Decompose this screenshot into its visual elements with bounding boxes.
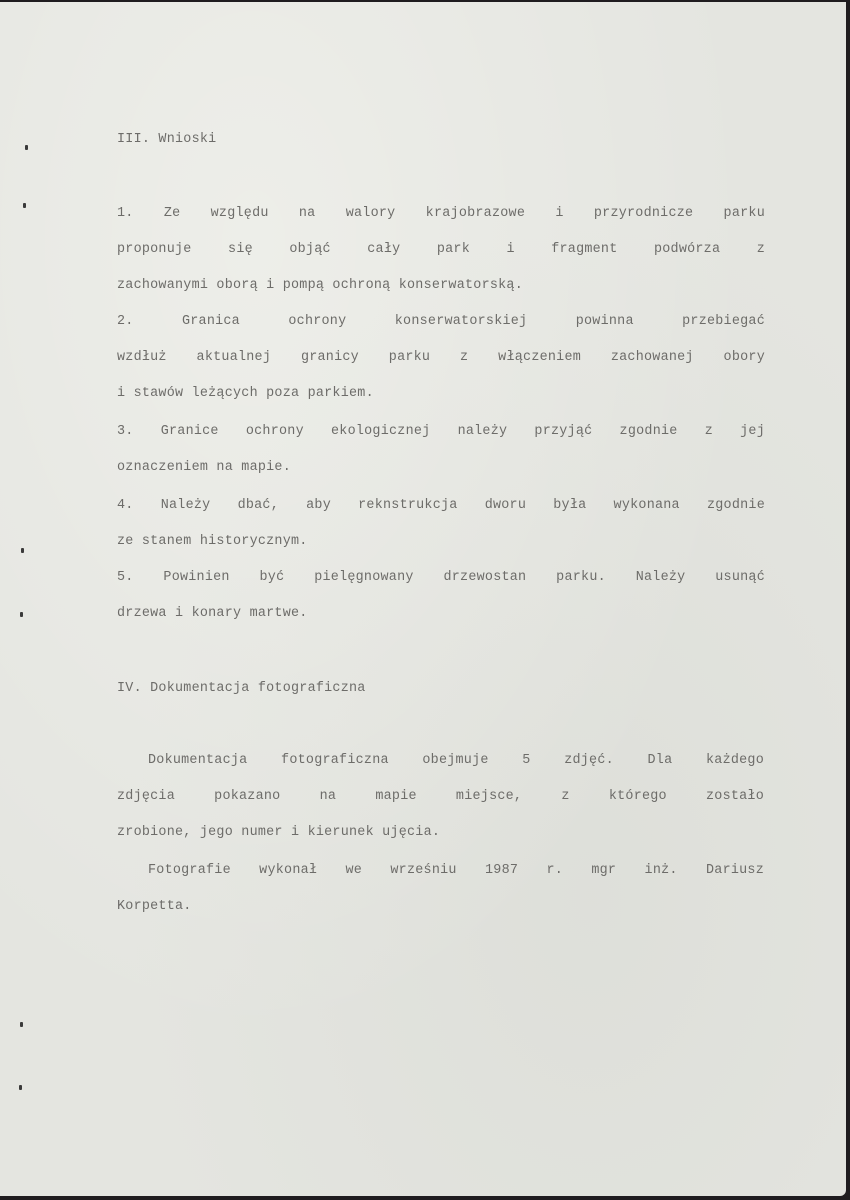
photo-paragraph-1-line-1: Dokumentacja fotograficzna obejmuje 5 zdjęć. Dla każdego [148, 753, 764, 768]
conclusion-1-line-2: proponuje się objąć cały park i fragment podwórza z [117, 242, 765, 257]
conclusion-1-line-3: zachowanymi oborą i pompą ochroną konserwatorską. [117, 278, 523, 293]
conclusion-3-line-1: 3. Granice ochrony ekologicznej należy przyjąć zgodnie z jej [117, 424, 765, 439]
photo-paragraph-1-line-2: zdjęcia pokazano na mapie miejsce, z którego zostało [117, 789, 764, 804]
margin-mark [23, 203, 26, 208]
conclusion-5-line-1: 5. Powinien być pielęgnowany drzewostan parku. Należy usunąć [117, 570, 765, 585]
margin-mark [20, 1022, 23, 1027]
section-heading-photo-documentation: IV. Dokumentacja fotograficzna [117, 681, 366, 696]
margin-mark [19, 1085, 22, 1090]
photo-paragraph-1-line-3: zrobione, jego numer i kierunek ujęcia. [117, 825, 441, 840]
margin-mark [25, 145, 28, 150]
conclusion-2-line-3: i stawów leżących poza parkiem. [117, 386, 374, 401]
conclusion-1-line-1: 1. Ze względu na walory krajobrazowe i przyrodnicze parku [117, 206, 765, 221]
photo-paragraph-2-line-1: Fotografie wykonał we wrześniu 1987 r. mgr inż. Dariusz [148, 863, 764, 878]
scanned-page [0, 2, 846, 1196]
margin-mark [20, 612, 23, 617]
photo-paragraph-2-line-2: Korpetta. [117, 899, 192, 914]
margin-mark [21, 548, 24, 553]
conclusion-2-line-2: wzdłuż aktualnej granicy parku z włączeniem zachowanej obory [117, 350, 765, 365]
conclusion-4-line-2: ze stanem historycznym. [117, 534, 308, 549]
conclusion-4-line-1: 4. Należy dbać, aby reknstrukcja dworu była wykonana zgodnie [117, 498, 765, 513]
conclusion-2-line-1: 2. Granica ochrony konserwatorskiej powinna przebiegać [117, 314, 765, 329]
conclusion-3-line-2: oznaczeniem na mapie. [117, 460, 291, 475]
conclusion-5-line-2: drzewa i konary martwe. [117, 606, 308, 621]
section-heading-conclusions: III. Wnioski [117, 132, 217, 147]
